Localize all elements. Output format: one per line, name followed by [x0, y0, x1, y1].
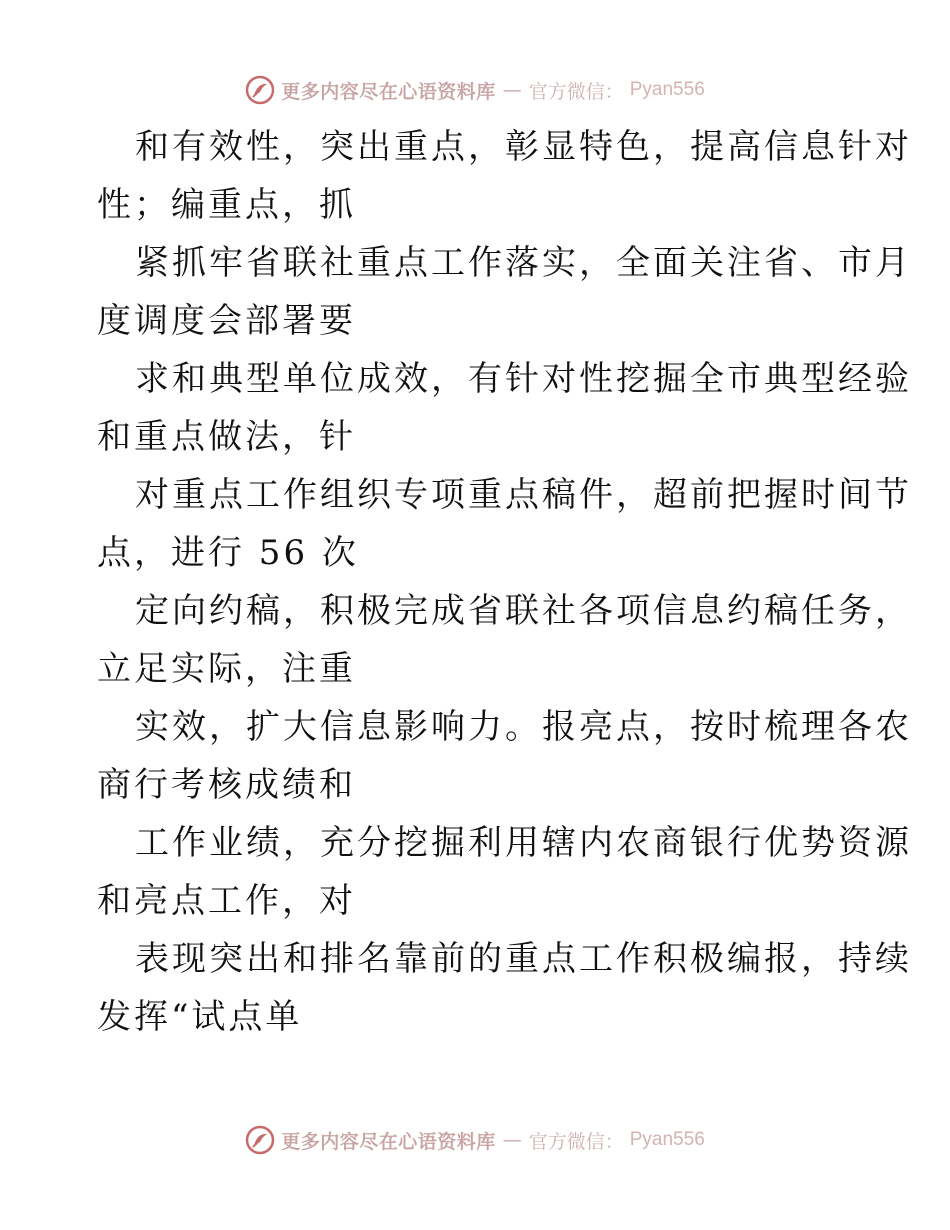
- body-line: 点，进行 56 次: [97, 533, 359, 573]
- body-line: 发挥“试点单: [97, 997, 303, 1037]
- brand-logo-icon: [245, 75, 275, 105]
- body-line: 性；编重点，抓: [97, 185, 356, 225]
- body-line: 和亮点工作，对: [97, 881, 356, 921]
- body-line: 和重点做法，针: [97, 417, 356, 457]
- footer-banner: [0, 1120, 950, 1160]
- body-line: 求和典型单位成效，有针对性挖掘全市典型经验: [135, 359, 912, 399]
- brand-logo-icon: [245, 1125, 275, 1155]
- header-site-text: 更多内容尽在心语资料库: [281, 80, 496, 103]
- header-banner: [0, 70, 950, 110]
- body-line: 度调度会部署要: [97, 301, 356, 341]
- body-line: 实效，扩大信息影响力。报亮点，按时梳理各农: [135, 707, 912, 747]
- document-body: [97, 118, 912, 1046]
- footer-wechat-label: 官方微信：: [528, 1130, 624, 1153]
- header-dash: —: [502, 79, 522, 101]
- header-wechat-label: 官方微信：: [528, 80, 624, 103]
- body-line: 和有效性，突出重点，彰显特色，提高信息针对: [135, 127, 912, 167]
- body-line: 立足实际，注重: [97, 649, 356, 689]
- footer-site-text: 更多内容尽在心语资料库: [281, 1130, 496, 1153]
- footer-dash: —: [502, 1129, 522, 1151]
- body-line: 对重点工作组织专项重点稿件，超前把握时间节: [135, 475, 912, 515]
- body-line: 工作业绩，充分挖掘利用辖内农商银行优势资源: [135, 823, 912, 863]
- body-line: 商行考核成绩和: [97, 765, 356, 805]
- footer-wechat-id: Pyan556: [629, 1129, 705, 1150]
- body-line: 紧抓牢省联社重点工作落实，全面关注省、市月: [135, 243, 912, 283]
- body-line: 表现突出和排名靠前的重点工作积极编报，持续: [135, 939, 912, 979]
- header-wechat-id: Pyan556: [629, 79, 705, 100]
- body-line: 定向约稿，积极完成省联社各项信息约稿任务，: [135, 591, 912, 631]
